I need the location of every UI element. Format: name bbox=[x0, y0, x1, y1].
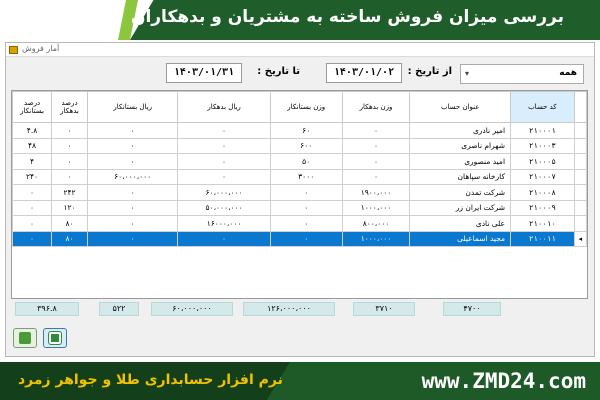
cell-weight-creditor[interactable]: ۳۰۰۰ bbox=[270, 169, 342, 185]
cell-rial-debtor[interactable]: ۶۰،۰۰۰،۰۰۰ bbox=[178, 185, 270, 201]
cell-pct-creditor[interactable]: ۰ bbox=[13, 185, 52, 201]
filter-bar bbox=[6, 58, 594, 88]
cell-rial-debtor[interactable]: ۱۶۰۰۰،۰۰۰ bbox=[178, 216, 270, 232]
table-row[interactable] bbox=[13, 154, 587, 170]
cell-rial-creditor[interactable]: ۰ bbox=[88, 200, 178, 216]
cell-pct-creditor[interactable]: ۰ bbox=[13, 216, 52, 232]
print-icon bbox=[19, 332, 31, 344]
cell-pct-creditor[interactable]: ۲۴۰ bbox=[13, 169, 52, 185]
row-header[interactable] bbox=[574, 169, 586, 185]
cell-weight-creditor[interactable]: ۰ bbox=[270, 200, 342, 216]
cell-rial-creditor[interactable]: ۰ bbox=[88, 123, 178, 139]
row-header[interactable] bbox=[574, 200, 586, 216]
cell-pct-debtor[interactable]: ۱۲۰ bbox=[52, 200, 88, 216]
table-header-row bbox=[13, 92, 587, 123]
cell-pct-creditor[interactable]: ۰ bbox=[13, 200, 52, 216]
selected-row-marker[interactable]: ◂ bbox=[574, 231, 586, 247]
cell-pct-debtor[interactable]: ۰ bbox=[52, 123, 88, 139]
cell-weight-debtor[interactable]: ۱۹۰۰،۰۰۰ bbox=[342, 185, 410, 201]
cell-rial-creditor[interactable]: ۰ bbox=[88, 138, 178, 154]
cell-pct-creditor[interactable]: ۴ bbox=[13, 154, 52, 170]
cell-name[interactable]: امیر نادری bbox=[410, 123, 511, 139]
table-row[interactable] bbox=[13, 138, 587, 154]
cell-weight-debtor[interactable]: ۰ bbox=[342, 169, 410, 185]
table-row[interactable] bbox=[13, 185, 587, 201]
cell-pct-creditor[interactable]: ۴.۸ bbox=[13, 123, 52, 139]
cell-name[interactable]: مجید اسماعیلی bbox=[410, 231, 511, 247]
app-icon bbox=[9, 46, 18, 54]
column-header-rial-creditor[interactable]: ریال بستانکار bbox=[88, 92, 178, 123]
total-rial-debtor: ۱۲۶،۰۰۰،۰۰۰ bbox=[243, 302, 335, 316]
row-header[interactable] bbox=[574, 123, 586, 139]
cell-weight-creditor[interactable]: ۶۰ bbox=[270, 123, 342, 139]
chevron-down-icon: ▾ bbox=[465, 69, 470, 78]
cell-name[interactable]: علی نادی bbox=[410, 216, 511, 232]
cell-pct-creditor[interactable]: ۴۸ bbox=[13, 138, 52, 154]
cell-weight-debtor[interactable]: ۱۰۰۰،۰۰۰ bbox=[342, 200, 410, 216]
bottom-banner bbox=[0, 362, 600, 400]
total-weight-creditor: ۳۷۱۰ bbox=[353, 302, 415, 316]
sales-table bbox=[12, 91, 587, 247]
window-titlebar bbox=[6, 43, 594, 57]
cell-pct-debtor[interactable]: ۰ bbox=[52, 169, 88, 185]
cell-rial-creditor[interactable]: ۰ bbox=[88, 185, 178, 201]
cell-code[interactable]: ۲۱۰۰۰۵ bbox=[511, 154, 575, 170]
excel-icon bbox=[49, 332, 61, 344]
table-row[interactable] bbox=[13, 200, 587, 216]
cell-rial-debtor[interactable]: ۰ bbox=[178, 154, 270, 170]
cell-weight-debtor[interactable]: ۰ bbox=[342, 123, 410, 139]
from-date-label: از تاریخ : bbox=[407, 66, 452, 77]
cell-weight-creditor[interactable]: ۰ bbox=[270, 231, 342, 247]
window-title: آمار فروش bbox=[22, 44, 60, 53]
cell-code[interactable]: ۲۱۰۰۱۰ bbox=[511, 216, 575, 232]
column-header-name[interactable]: عنوان حساب bbox=[410, 92, 511, 123]
cell-code[interactable]: ۲۱۰۰۰۷ bbox=[511, 169, 575, 185]
total-pct-debtor: ۵۲۲ bbox=[99, 302, 139, 316]
cell-pct-debtor[interactable]: ۰ bbox=[52, 138, 88, 154]
sales-grid[interactable] bbox=[11, 90, 588, 299]
cell-rial-creditor[interactable]: ۶۰،۰۰۰،۰۰۰ bbox=[88, 169, 178, 185]
cell-rial-debtor[interactable]: ۵۰،۰۰۰،۰۰۰ bbox=[178, 200, 270, 216]
table-row-selected[interactable] bbox=[13, 231, 587, 247]
cell-pct-debtor[interactable]: ۸۰ bbox=[52, 231, 88, 247]
banner-title: بررسی میزان فروش ساخته به مشتریان و بدهکاران bbox=[130, 7, 564, 27]
cell-name[interactable]: کارخانه سپاهان bbox=[410, 169, 511, 185]
cell-rial-creditor[interactable]: ۰ bbox=[88, 154, 178, 170]
row-header[interactable] bbox=[574, 216, 586, 232]
cell-code[interactable]: ۲۱۰۰۱۱ bbox=[511, 231, 575, 247]
cell-name[interactable]: امید منصوری bbox=[410, 154, 511, 170]
column-header-pct-creditor[interactable]: درصد بستانکار bbox=[13, 92, 52, 123]
total-rial-creditor: ۶۰،۰۰۰،۰۰۰ bbox=[151, 302, 233, 316]
total-weight-debtor: ۴۷۰۰ bbox=[443, 302, 501, 316]
account-filter-value: همه bbox=[559, 68, 577, 78]
cell-name[interactable]: شرکت ایران زر bbox=[410, 200, 511, 216]
cell-weight-creditor[interactable]: ۶۰۰ bbox=[270, 138, 342, 154]
column-header-pct-debtor[interactable]: درصد بدهکار bbox=[52, 92, 88, 123]
cell-rial-creditor[interactable]: ۰ bbox=[88, 216, 178, 232]
table-row[interactable] bbox=[13, 123, 587, 139]
cell-rial-debtor[interactable]: ۰ bbox=[178, 123, 270, 139]
cell-rial-debtor[interactable]: ۰ bbox=[178, 138, 270, 154]
sales-report-window bbox=[5, 42, 595, 357]
cell-pct-debtor[interactable]: ۸۰ bbox=[52, 216, 88, 232]
cell-code[interactable]: ۲۱۰۰۰۳ bbox=[511, 138, 575, 154]
column-header-code[interactable]: کد حساب bbox=[511, 92, 575, 123]
cell-name[interactable]: شرکت تمدن bbox=[410, 185, 511, 201]
cell-name[interactable]: شهرام ناصری bbox=[410, 138, 511, 154]
cell-code[interactable]: ۲۱۰۰۰۹ bbox=[511, 200, 575, 216]
export-excel-button[interactable] bbox=[43, 328, 67, 348]
top-banner bbox=[0, 0, 600, 42]
cell-weight-creditor[interactable]: ۵۰ bbox=[270, 154, 342, 170]
cell-weight-debtor[interactable]: ۸۰۰،۰۰۰ bbox=[342, 216, 410, 232]
from-date-input[interactable]: ۱۴۰۳/۰۱/۰۲ bbox=[326, 63, 402, 83]
cell-weight-debtor[interactable]: ۱۰۰۰،۰۰۰ bbox=[342, 231, 410, 247]
cell-rial-creditor[interactable]: ۰ bbox=[88, 231, 178, 247]
row-header[interactable] bbox=[574, 154, 586, 170]
cell-pct-debtor[interactable]: ۲۴۲ bbox=[52, 185, 88, 201]
cell-code[interactable]: ۲۱۰۰۰۸ bbox=[511, 185, 575, 201]
row-header[interactable] bbox=[574, 185, 586, 201]
to-date-input[interactable]: ۱۴۰۳/۰۱/۳۱ bbox=[166, 63, 242, 83]
row-header-corner bbox=[574, 92, 586, 123]
cell-weight-creditor[interactable]: ۰ bbox=[270, 185, 342, 201]
table-row[interactable] bbox=[13, 169, 587, 185]
cell-rial-debtor[interactable]: ۰ bbox=[178, 169, 270, 185]
cell-weight-debtor[interactable]: ۰ bbox=[342, 138, 410, 154]
column-header-weight-creditor[interactable]: وزن بستانکار bbox=[270, 92, 342, 123]
footer-url[interactable]: www.ZMD24.com bbox=[421, 369, 586, 393]
cell-pct-creditor[interactable]: ۰ bbox=[13, 231, 52, 247]
cell-weight-creditor[interactable]: ۰ bbox=[270, 216, 342, 232]
cell-code[interactable]: ۲۱۰۰۰۱ bbox=[511, 123, 575, 139]
footer-tagline: نرم افزار حسابداری طلا و جواهر زمرد bbox=[18, 372, 283, 388]
column-header-weight-debtor[interactable]: وزن بدهکار bbox=[342, 92, 410, 123]
table-row[interactable] bbox=[13, 216, 587, 232]
cell-pct-debtor[interactable]: ۰ bbox=[52, 154, 88, 170]
row-header[interactable] bbox=[574, 138, 586, 154]
total-pct-creditor: ۳۹۶.۸ bbox=[15, 302, 79, 316]
cell-weight-debtor[interactable]: ۰ bbox=[342, 154, 410, 170]
cell-rial-debtor[interactable]: ۰ bbox=[178, 231, 270, 247]
to-date-label: تا تاریخ : bbox=[257, 66, 300, 77]
totals-row bbox=[11, 301, 588, 317]
print-button[interactable] bbox=[13, 328, 37, 348]
column-header-rial-debtor[interactable]: ریال بدهکار bbox=[178, 92, 270, 123]
account-filter-select[interactable] bbox=[460, 64, 584, 84]
